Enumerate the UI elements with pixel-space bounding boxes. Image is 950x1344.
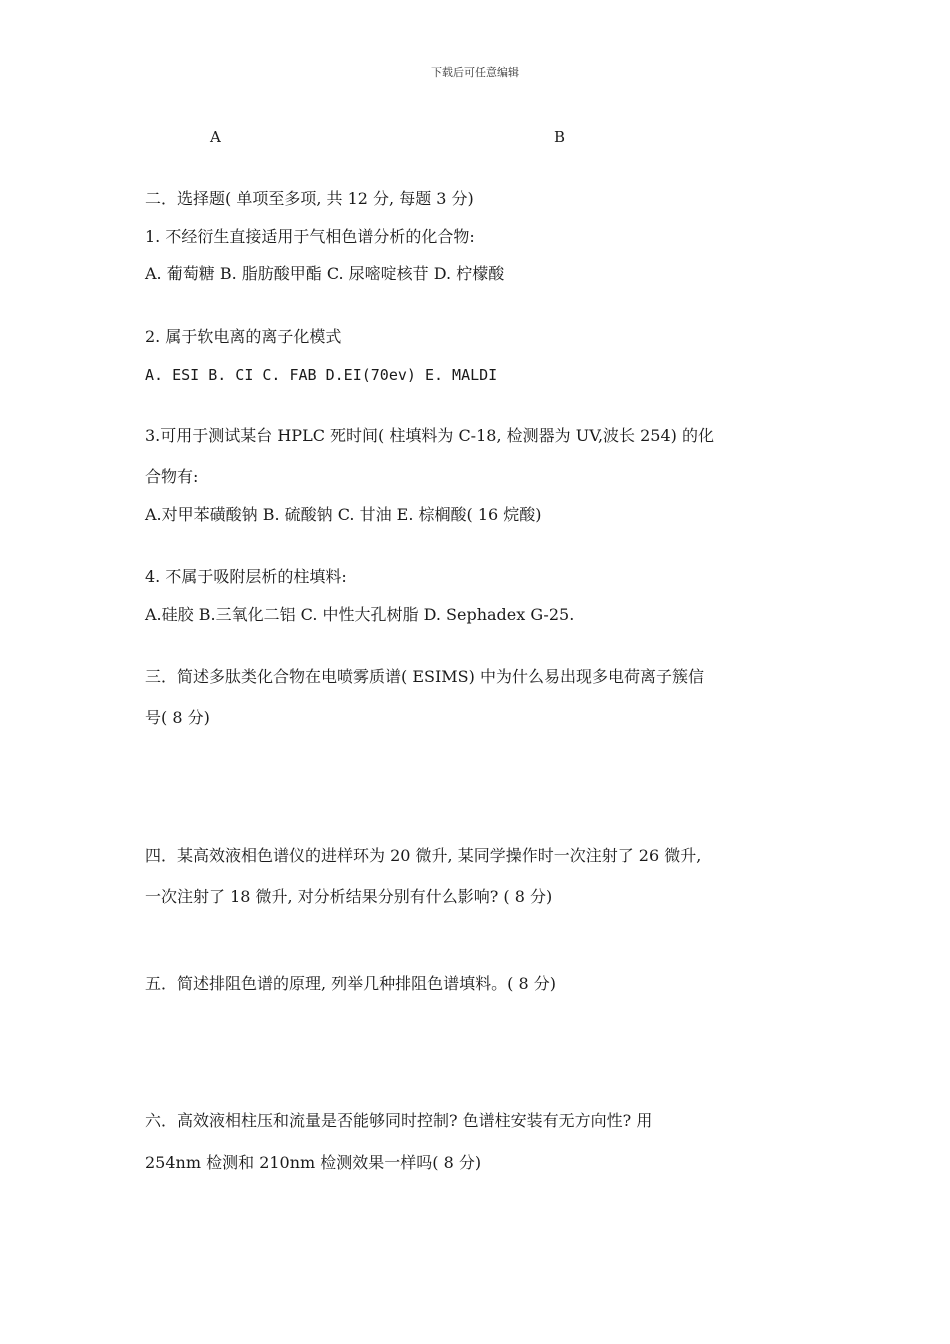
section-2-title: 二．选择题( 单项至多项, 共 12 分, 每题 3 分)	[145, 189, 474, 208]
question-1-stem: 1. 不经衍生直接适用于气相色谱分析的化合物:	[145, 227, 475, 246]
question-3-options: A.对甲苯磺酸钠 B. 硫酸钠 C. 甘油 E. 棕榈酸( 16 烷酸)	[145, 505, 542, 524]
question-4-options: A.硅胶 B.三氧化二铝 C. 中性大孔树脂 D. Sephadex G-25.	[145, 605, 575, 624]
section-6-line-1: 六．高效液相柱压和流量是否能够同时控制? 色谱柱安装有无方向性? 用	[145, 1111, 653, 1130]
page-header: 下载后可任意编辑	[431, 66, 519, 79]
figure-label-b: B	[554, 128, 566, 146]
section-4-line-1: 四．某高效液相色谱仪的进样环为 20 微升, 某同学操作时一次注射了 26 微升,	[145, 846, 702, 865]
question-3-stem-line-1: 3.可用于测试某台 HPLC 死时间( 柱填料为 C-18, 检测器为 UV,波长 254) 的化	[145, 426, 714, 445]
question-3-stem-line-2: 合物有:	[145, 467, 199, 486]
question-2-options: A. ESI B. CI C. FAB D.EI(70ev) E. MALDI	[145, 366, 498, 384]
question-1-options: A. 葡萄糖 B. 脂肪酸甲酯 C. 尿嘧啶核苷 D. 柠檬酸	[145, 264, 505, 283]
question-4-stem: 4. 不属于吸附层析的柱填料:	[145, 567, 347, 586]
question-2-stem: 2. 属于软电离的离子化模式	[145, 327, 342, 346]
section-6-line-2: 254nm 检测和 210nm 检测效果一样吗( 8 分)	[145, 1153, 482, 1172]
section-4-line-2: 一次注射了 18 微升, 对分析结果分别有什么影响? ( 8 分)	[145, 887, 553, 906]
section-3-line-1: 三．简述多肽类化合物在电喷雾质谱( ESIMS) 中为什么易出现多电荷离子簇信	[145, 667, 704, 686]
section-3-line-2: 号( 8 分)	[145, 708, 210, 727]
figure-label-a: A	[210, 128, 221, 146]
section-5-line-1: 五．简述排阻色谱的原理, 列举几种排阻色谱填料。( 8 分)	[145, 974, 557, 993]
